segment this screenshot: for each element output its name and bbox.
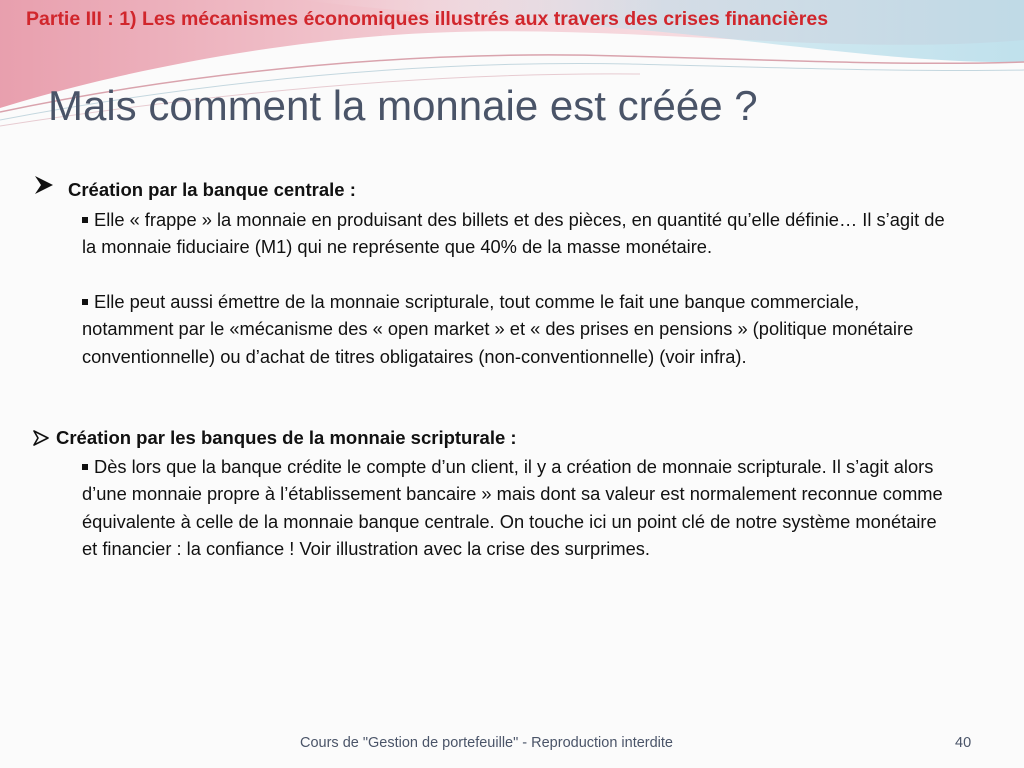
paragraph xyxy=(82,288,952,370)
page-number: 40 xyxy=(955,735,972,751)
section-heading: Création par les banques de la monnaie scripturale : xyxy=(56,427,517,448)
square-bullet-icon xyxy=(82,464,88,470)
paragraph xyxy=(82,206,952,261)
arrowhead-bullet-icon xyxy=(33,174,55,196)
paragraph-text: Dès lors que la banque crédite le compte d’un client, il y a création de monnaie scripturale. Il s’agit alors d’une monnaie propre à l’établissement bancaire » mais dont sa valeur est normalement reconnue comme équivalente à celle de la monnaie banque centrale. On touche ici un point clé de notre système monétaire et financier : la confiance ! Voir illustration avec la crise des surprimes. xyxy=(82,456,943,559)
square-bullet-icon xyxy=(82,299,88,305)
section-heading: Création par la banque centrale : xyxy=(68,179,356,200)
footer-text: Cours de "Gestion de portefeuille" - Reproduction interdite xyxy=(300,735,673,751)
paragraph-text: Elle peut aussi émettre de la monnaie scripturale, tout comme le fait une banque commerciale, notamment par le «mécanisme des « open market » et « des prises en pensions » (politique monétaire conventionnelle) ou d’achat de titres obligataires (non-conventionnelle) (voir infra). xyxy=(82,291,914,367)
header-title: Partie III : 1) Les mécanismes économiques illustrés aux travers des crises financières xyxy=(26,8,829,30)
arrowhead-bullet-icon xyxy=(33,430,49,446)
paragraph-text: Elle « frappe » la monnaie en produisant des billets et des pièces, en quantité qu’elle définie… Il s’agit de la monnaie fiduciaire (M1) qui ne représente que 40% de la masse monétaire. xyxy=(82,209,945,258)
paragraph xyxy=(82,453,952,562)
square-bullet-icon xyxy=(82,217,88,223)
slide-title: Mais comment la monnaie est créée ? xyxy=(48,82,758,129)
